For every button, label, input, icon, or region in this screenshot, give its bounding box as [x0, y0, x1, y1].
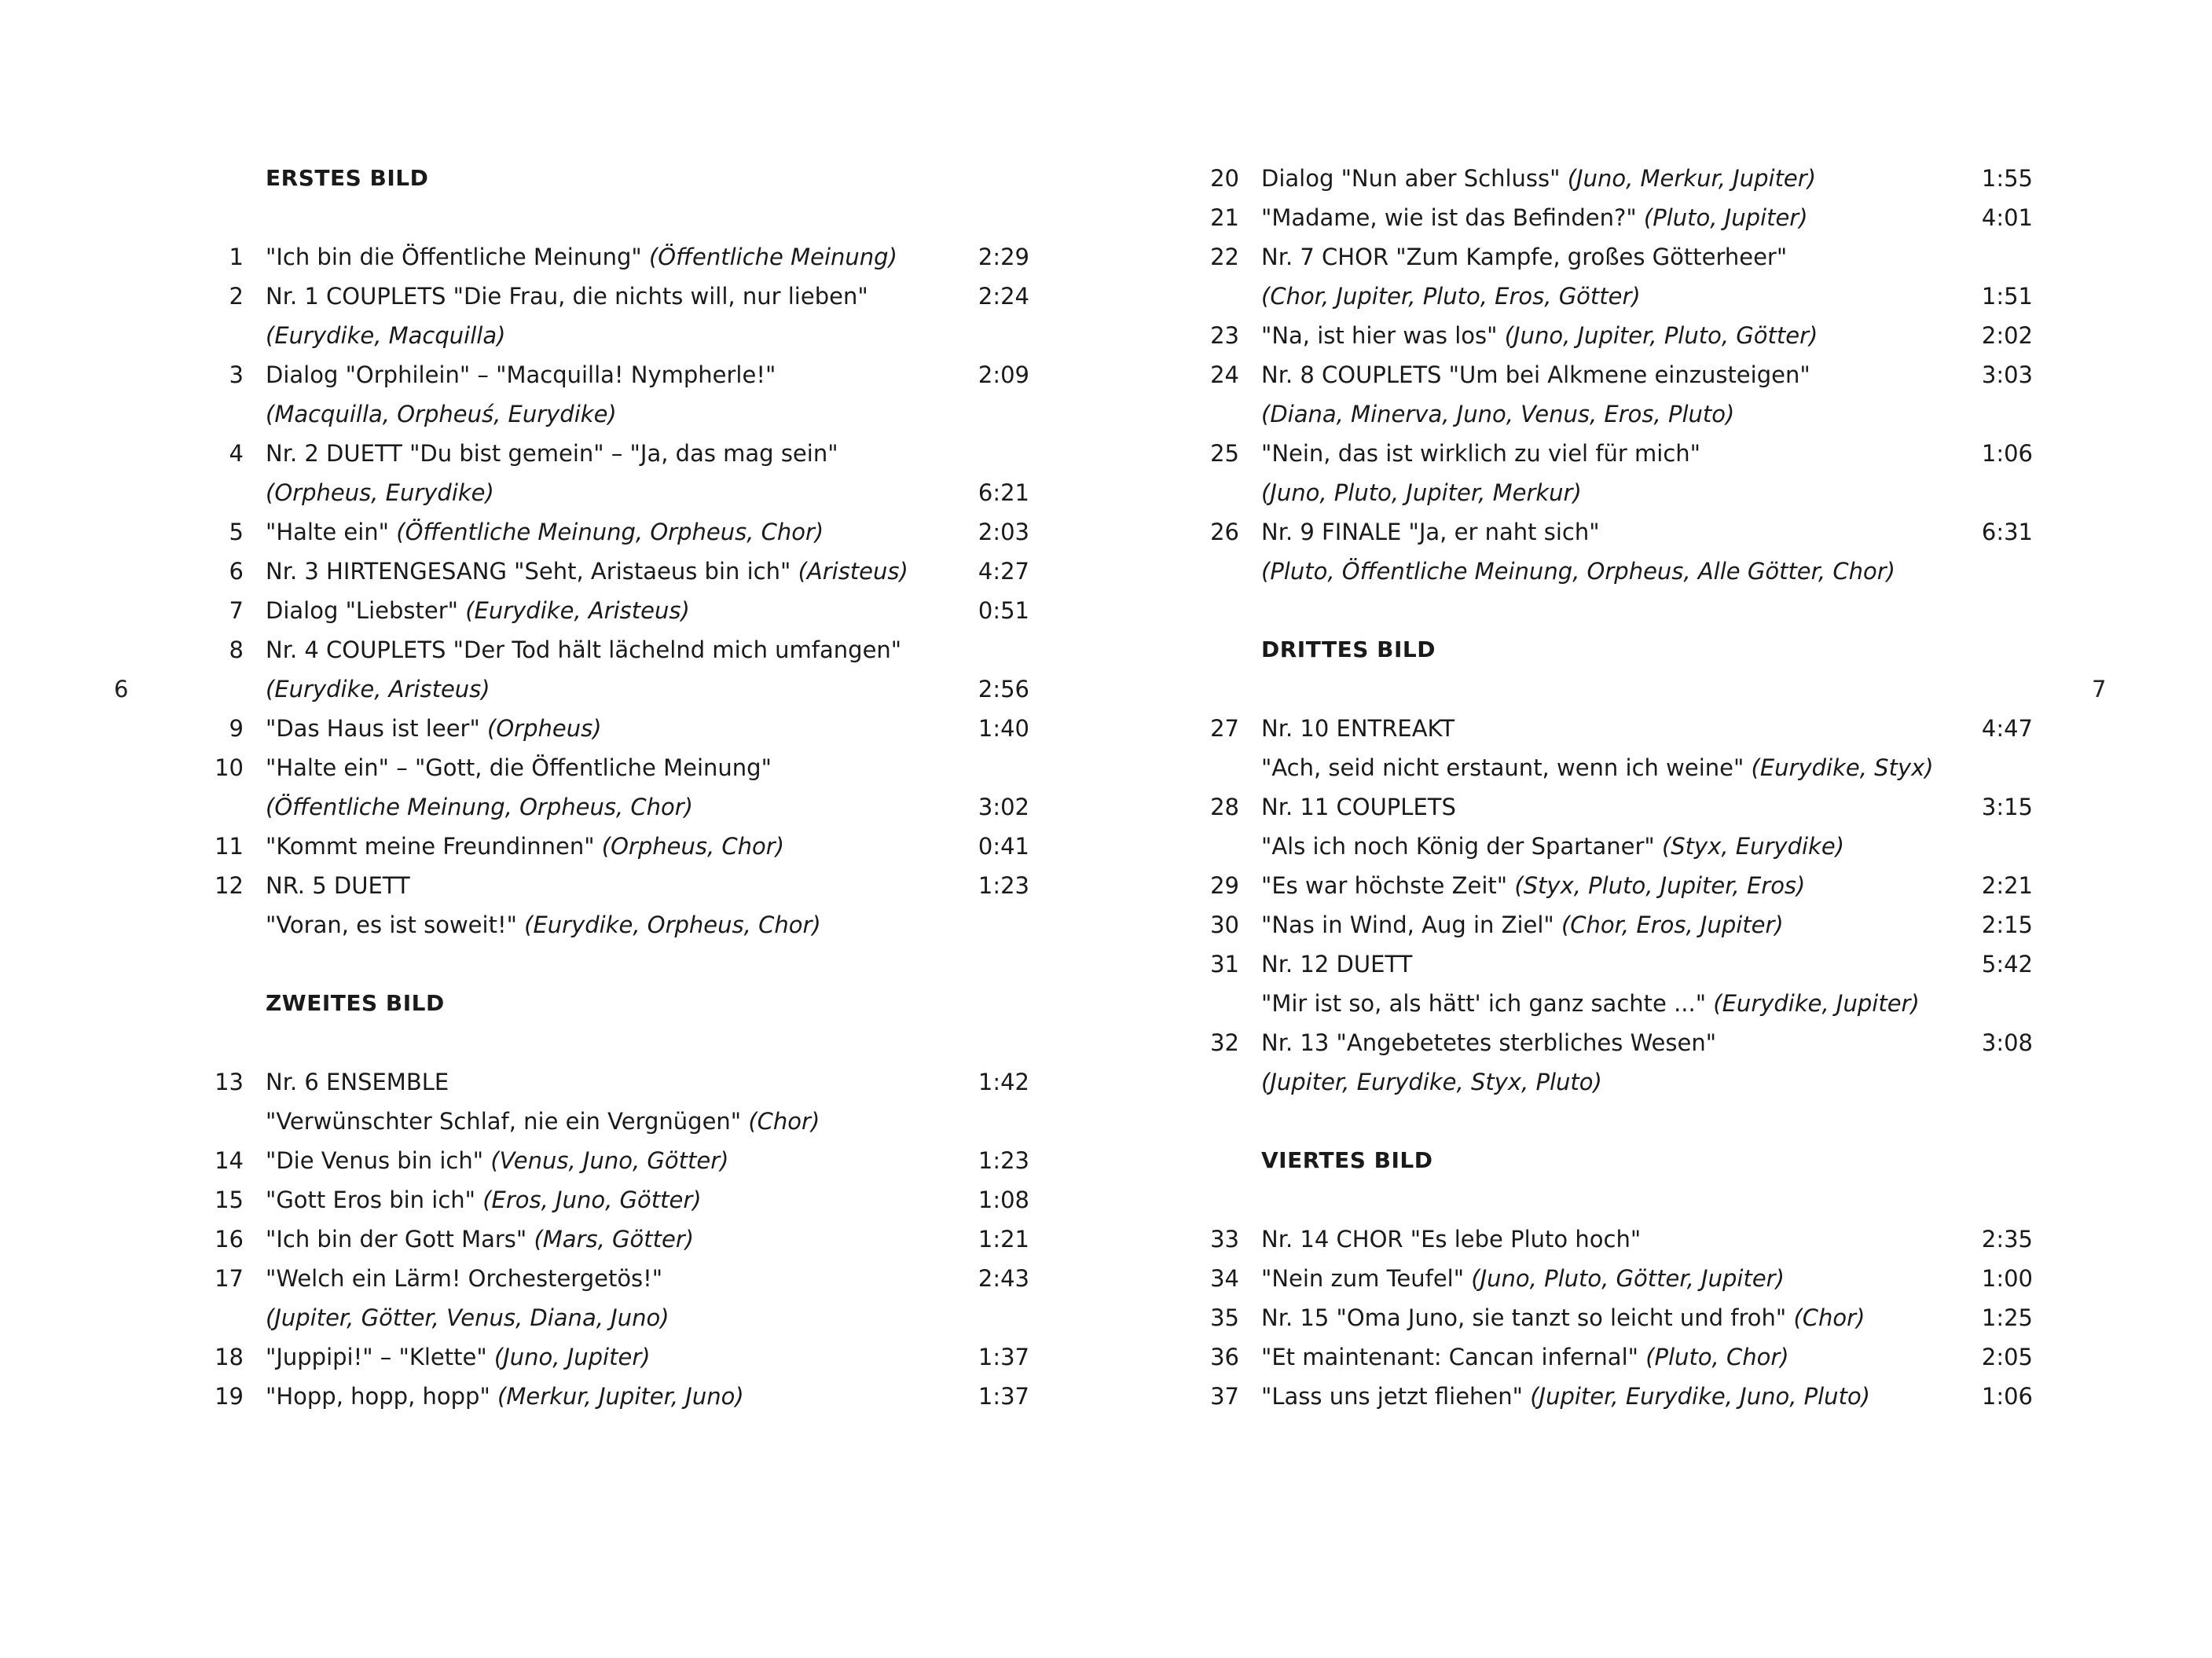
track-title: [266, 1141, 728, 1180]
track-duration: 2:02: [1981, 322, 2033, 349]
track-row: [204, 1062, 1029, 1102]
track-title: [1261, 552, 1895, 591]
track-text: Nr. 15 "Oma Juno, sie tanzt so leicht und froh": [1261, 1304, 1794, 1331]
track-title: [1261, 198, 1808, 237]
track-number: 28: [1210, 794, 1239, 820]
track-text: "Madame, wie ist das Befinden?": [1261, 204, 1644, 231]
track-title: [266, 866, 410, 905]
track-roles: (Eurydike, Jupiter): [1713, 990, 1920, 1017]
track-duration: 1:06: [1981, 1383, 2033, 1410]
track-row: [1200, 159, 2033, 198]
track-row: [204, 1180, 1029, 1220]
track-duration: 1:23: [978, 872, 1029, 899]
track-title: [266, 748, 772, 787]
track-row: [204, 1141, 1029, 1180]
track-title: [1261, 394, 1734, 434]
section-spacer: [1200, 1102, 2033, 1141]
track-duration: 2:05: [1981, 1344, 2033, 1370]
track-title: [266, 1259, 662, 1298]
track-text: "Lass uns jetzt fliehen": [1261, 1383, 1531, 1410]
track-text: "Juppipi!" – "Klette": [266, 1344, 494, 1370]
track-row: [204, 591, 1029, 630]
track-text: "Gott Eros bin ich": [266, 1187, 483, 1213]
track-row: [204, 277, 1029, 316]
track-duration: 1:08: [978, 1187, 1029, 1213]
track-number: 15: [215, 1187, 244, 1213]
track-text: Dialog "Orphilein" – "Macquilla! Nympherle!": [266, 361, 776, 388]
track-roles: (Merkur, Jupiter, Juno): [497, 1383, 744, 1410]
track-title: [1261, 748, 1934, 787]
track-title: [266, 709, 602, 748]
track-text: "Die Venus bin ich": [266, 1147, 491, 1174]
track-number: 10: [215, 754, 244, 781]
track-duration: 1:55: [1981, 165, 2033, 192]
track-title: [266, 434, 838, 473]
track-roles: (Eros, Juno, Götter): [482, 1187, 702, 1213]
track-row: [1200, 1023, 2033, 1062]
track-roles: (Orpheus): [487, 715, 602, 742]
track-row: [204, 552, 1029, 591]
track-row: [204, 394, 1029, 434]
track-number: 18: [215, 1344, 244, 1370]
track-number: 16: [215, 1226, 244, 1253]
track-title: [1261, 905, 1784, 945]
track-title: [1261, 787, 1456, 827]
track-duration: 2:24: [978, 283, 1029, 310]
track-title: [1261, 1337, 1789, 1377]
page-number: 6: [114, 676, 129, 702]
track-roles: (Juno, Pluto, Jupiter, Merkur): [1261, 479, 1582, 506]
track-roles: (Jupiter, Eurydike, Juno, Pluto): [1530, 1383, 1870, 1410]
track-duration: 2:21: [1981, 872, 2033, 899]
track-number: 20: [1210, 165, 1239, 192]
track-roles: (Öffentliche Meinung): [648, 244, 897, 270]
track-title: [266, 1337, 651, 1377]
track-title: [266, 905, 821, 945]
track-list: [1200, 1220, 2033, 1416]
track-number: 9: [229, 715, 244, 742]
track-row: [1200, 237, 2033, 277]
track-title: [266, 277, 868, 316]
section-heading: VIERTES BILD: [1261, 1147, 1433, 1173]
track-text: "Voran, es ist soweit!": [266, 912, 525, 938]
track-roles: (Pluto, Öffentliche Meinung, Orpheus, Alle Götter, Chor): [1261, 558, 1895, 585]
track-number: 17: [215, 1265, 244, 1292]
track-title: [266, 473, 494, 512]
track-title: [266, 1298, 669, 1337]
track-number: 3: [229, 361, 244, 388]
track-text: "Ich bin der Gott Mars": [266, 1226, 534, 1253]
track-row: [204, 905, 1029, 945]
track-number: 21: [1210, 204, 1239, 231]
track-number: 12: [215, 872, 244, 899]
track-number: 6: [229, 558, 244, 585]
track-text: "Nas in Wind, Aug in Ziel": [1261, 912, 1561, 938]
track-roles: (Orpheus, Chor): [601, 833, 785, 860]
track-text: "Ach, seid nicht erstaunt, wenn ich weine": [1261, 754, 1752, 781]
right-page: [1106, 0, 2212, 1658]
track-row: [1200, 394, 2033, 434]
track-text: "Halte ein": [266, 519, 397, 545]
track-row: [1200, 277, 2033, 316]
track-title: [1261, 945, 1412, 984]
track-text: Nr. 8 COUPLETS "Um bei Alkmene einzusteigen": [1261, 361, 1810, 388]
track-number: 22: [1210, 244, 1239, 270]
track-text: Dialog "Nun aber Schluss": [1261, 165, 1568, 192]
track-row: [1200, 1062, 2033, 1102]
track-number: 13: [215, 1069, 244, 1095]
track-roles: (Aristeus): [798, 558, 908, 585]
track-title: [266, 512, 824, 552]
track-roles: (Macquilla, Orpheuś, Eurydike): [266, 401, 617, 427]
track-title: [1261, 1377, 1870, 1416]
track-title: [1261, 316, 1818, 355]
track-number: 11: [215, 833, 244, 860]
track-number: 30: [1210, 912, 1239, 938]
track-row: [204, 316, 1029, 355]
track-number: 27: [1210, 715, 1239, 742]
track-title: [1261, 237, 1787, 277]
track-roles: (Juno, Jupiter): [493, 1344, 651, 1370]
track-title: [1261, 866, 1805, 905]
track-text: Nr. 14 CHOR "Es lebe Pluto hoch": [1261, 1226, 1642, 1253]
track-duration: 6:21: [978, 479, 1029, 506]
track-number: 31: [1210, 951, 1239, 978]
track-duration: 1:37: [978, 1344, 1029, 1370]
track-row: [1200, 709, 2033, 748]
track-row: [1200, 473, 2033, 512]
track-duration: 1:51: [1981, 283, 2033, 310]
track-text: "Kommt meine Freundinnen": [266, 833, 602, 860]
track-row: [1200, 945, 2033, 984]
track-title: [1261, 473, 1582, 512]
track-title: [1261, 1298, 1865, 1337]
track-row: [204, 1220, 1029, 1259]
track-duration: 2:56: [978, 676, 1029, 702]
track-row: [204, 434, 1029, 473]
track-title: [266, 355, 776, 394]
track-row: [204, 630, 1029, 669]
track-row: [204, 1337, 1029, 1377]
track-row: [204, 237, 1029, 277]
track-roles: (Diana, Minerva, Juno, Venus, Eros, Pluto): [1261, 401, 1735, 427]
track-roles: (Venus, Juno, Götter): [490, 1147, 729, 1174]
track-roles: (Pluto, Jupiter): [1643, 204, 1808, 231]
track-roles: (Styx, Eurydike): [1661, 833, 1845, 860]
track-row: [204, 1298, 1029, 1337]
track-title: [1261, 277, 1641, 316]
track-text: NR. 5 DUETT: [266, 872, 410, 899]
track-text: Nr. 4 COUPLETS "Der Tod hält lächelnd mich umfangen": [266, 636, 902, 663]
track-text: "Das Haus ist leer": [266, 715, 488, 742]
track-number: 19: [215, 1383, 244, 1410]
track-number: 23: [1210, 322, 1239, 349]
track-title: [266, 552, 908, 591]
track-row: [1200, 512, 2033, 552]
track-duration: 1:21: [978, 1226, 1029, 1253]
track-text: "Na, ist hier was los": [1261, 322, 1505, 349]
track-roles: (Öffentliche Meinung, Orpheus, Chor): [266, 794, 693, 820]
track-roles: (Juno, Pluto, Götter, Jupiter): [1471, 1265, 1785, 1292]
track-row: [1200, 1377, 2033, 1416]
track-row: [1200, 866, 2033, 905]
track-duration: 2:29: [978, 244, 1029, 270]
track-title: [1261, 984, 1920, 1023]
track-row: [204, 669, 1029, 709]
track-row: [204, 512, 1029, 552]
track-text: "Nein, das ist wirklich zu viel für mich": [1261, 440, 1701, 467]
track-title: [1261, 355, 1810, 394]
track-text: "Verwünschter Schlaf, nie ein Vergnügen": [266, 1108, 749, 1135]
track-text: "Welch ein Lärm! Orchestergetös!": [266, 1265, 663, 1292]
track-duration: 4:47: [1981, 715, 2033, 742]
track-row: [1200, 787, 2033, 827]
track-number: 25: [1210, 440, 1239, 467]
track-title: [1261, 512, 1600, 552]
track-row: [1200, 827, 2033, 866]
track-list: [204, 1062, 1029, 1416]
track-title: [266, 591, 690, 630]
track-row: [1200, 552, 2033, 591]
track-row: [1200, 1337, 2033, 1377]
track-duration: 1:40: [978, 715, 1029, 742]
track-row: [1200, 984, 2033, 1023]
track-duration: 1:00: [1981, 1265, 2033, 1292]
track-row: [1200, 316, 2033, 355]
track-title: [1261, 1023, 1716, 1062]
track-title: [1261, 1259, 1785, 1298]
track-duration: 2:43: [978, 1265, 1029, 1292]
track-number: 24: [1210, 361, 1239, 388]
track-text: "Es war höchste Zeit": [1261, 872, 1515, 899]
track-roles: (Öffentliche Meinung, Orpheus, Chor): [396, 519, 824, 545]
track-duration: 3:03: [1981, 361, 2033, 388]
track-text: Nr. 9 FINALE "Ja, er naht sich": [1261, 519, 1600, 545]
track-text: "Nein zum Teufel": [1261, 1265, 1472, 1292]
track-duration: 6:31: [1981, 519, 2033, 545]
track-list: [1200, 159, 2033, 591]
track-list: [204, 237, 1029, 945]
track-number: 14: [215, 1147, 244, 1174]
track-text: "Ich bin die Öffentliche Meinung": [266, 244, 649, 270]
track-text: Nr. 7 CHOR "Zum Kampfe, großes Götterheer": [1261, 244, 1788, 270]
track-row: [204, 787, 1029, 827]
track-duration: 1:23: [978, 1147, 1029, 1174]
track-column: [1200, 159, 2033, 1416]
track-row: [204, 355, 1029, 394]
track-roles: (Chor, Jupiter, Pluto, Eros, Götter): [1261, 283, 1641, 310]
track-duration: 2:35: [1981, 1226, 2033, 1253]
track-duration: 4:01: [1981, 204, 2033, 231]
track-title: [266, 316, 505, 355]
track-row: [1200, 355, 2033, 394]
track-text: Nr. 10 ENTREAKT: [1261, 715, 1455, 742]
track-title: [266, 1377, 744, 1416]
track-row: [1200, 198, 2033, 237]
track-roles: (Juno, Merkur, Jupiter): [1567, 165, 1817, 192]
track-title: [1261, 709, 1454, 748]
track-text: "Hopp, hopp, hopp": [266, 1383, 498, 1410]
track-duration: 1:37: [978, 1383, 1029, 1410]
track-duration: 4:27: [978, 558, 1029, 585]
track-duration: 2:15: [1981, 912, 2033, 938]
track-row: [204, 748, 1029, 787]
track-text: Nr. 13 "Angebetetes sterbliches Wesen": [1261, 1029, 1717, 1056]
track-title: [266, 1062, 449, 1102]
track-duration: 3:08: [1981, 1029, 2033, 1056]
section-spacer: [204, 945, 1029, 984]
track-row: [204, 473, 1029, 512]
track-row: [204, 827, 1029, 866]
track-title: [266, 669, 490, 709]
track-number: 37: [1210, 1383, 1239, 1410]
track-text: "Mir ist so, als hätt' ich ganz sachte ...": [1261, 990, 1714, 1017]
track-text: Dialog "Liebster": [266, 597, 466, 624]
track-number: 26: [1210, 519, 1239, 545]
track-duration: 1:06: [1981, 440, 2033, 467]
track-number: 8: [229, 636, 244, 663]
track-number: 36: [1210, 1344, 1239, 1370]
track-row: [1200, 905, 2033, 945]
track-title: [266, 1102, 820, 1141]
track-duration: 2:03: [978, 519, 1029, 545]
track-text: "Halte ein" – "Gott, die Öffentliche Meinung": [266, 754, 772, 781]
track-title: [1261, 1062, 1602, 1102]
track-duration: 5:42: [1981, 951, 2033, 978]
track-duration: 1:25: [1981, 1304, 2033, 1331]
track-text: "Als ich noch König der Spartaner": [1261, 833, 1662, 860]
track-title: [1261, 1220, 1641, 1259]
track-roles: (Eurydike, Orpheus, Chor): [524, 912, 821, 938]
track-row: [1200, 1220, 2033, 1259]
track-title: [266, 827, 784, 866]
track-roles: (Chor): [1793, 1304, 1865, 1331]
track-row: [204, 1102, 1029, 1141]
track-text: Nr. 6 ENSEMBLE: [266, 1069, 449, 1095]
section-spacer: [1200, 591, 2033, 630]
track-title: [1261, 434, 1700, 473]
track-roles: (Jupiter, Eurydike, Styx, Pluto): [1261, 1069, 1602, 1095]
track-roles: (Chor): [748, 1108, 820, 1135]
track-title: [266, 237, 897, 277]
track-roles: (Mars, Götter): [534, 1226, 695, 1253]
track-title: [266, 1220, 694, 1259]
track-number: 35: [1210, 1304, 1239, 1331]
track-row: [204, 866, 1029, 905]
track-text: Nr. 2 DUETT "Du bist gemein" – "Ja, das mag sein": [266, 440, 838, 467]
track-text: Nr. 12 DUETT: [1261, 951, 1413, 978]
track-number: 33: [1210, 1226, 1239, 1253]
track-number: 5: [229, 519, 244, 545]
track-roles: (Eurydike, Macquilla): [266, 322, 506, 349]
track-title: [1261, 827, 1844, 866]
track-roles: (Orpheus, Eurydike): [266, 479, 494, 506]
track-text: Nr. 3 HIRTENGESANG "Seht, Aristaeus bin ich": [266, 558, 798, 585]
section-heading: DRITTES BILD: [1261, 636, 1436, 662]
track-title: [266, 630, 901, 669]
track-row: [1200, 1298, 2033, 1337]
track-number: 34: [1210, 1265, 1239, 1292]
track-text: "Et maintenant: Cancan infernal": [1261, 1344, 1646, 1370]
track-number: 7: [229, 597, 244, 624]
track-roles: (Jupiter, Götter, Venus, Diana, Juno): [266, 1304, 669, 1331]
track-list: [1200, 709, 2033, 1102]
track-text: Nr. 1 COUPLETS "Die Frau, die nichts will, nur lieben": [266, 283, 868, 310]
section-heading: ZWEITES BILD: [266, 990, 445, 1016]
track-number: 29: [1210, 872, 1239, 899]
track-roles: (Eurydike, Styx): [1751, 754, 1934, 781]
track-roles: (Styx, Pluto, Jupiter, Eros): [1514, 872, 1806, 899]
track-row: [204, 1259, 1029, 1298]
track-roles: (Chor, Eros, Jupiter): [1561, 912, 1784, 938]
track-duration: 2:09: [978, 361, 1029, 388]
track-title: [266, 787, 693, 827]
track-number: 4: [229, 440, 244, 467]
track-number: 32: [1210, 1029, 1239, 1056]
track-roles: (Eurydike, Aristeus): [266, 676, 490, 702]
track-roles: (Juno, Jupiter, Pluto, Götter): [1504, 322, 1818, 349]
track-column: [204, 159, 1029, 1416]
track-row: [1200, 434, 2033, 473]
track-row: [1200, 748, 2033, 787]
track-roles: (Pluto, Chor): [1645, 1344, 1789, 1370]
track-title: [1261, 159, 1816, 198]
track-duration: 3:02: [978, 794, 1029, 820]
track-row: [204, 1377, 1029, 1416]
track-number: 1: [229, 244, 244, 270]
track-row: [1200, 1259, 2033, 1298]
track-row: [204, 709, 1029, 748]
track-title: [266, 394, 617, 434]
track-duration: 0:51: [978, 597, 1029, 624]
track-roles: (Eurydike, Aristeus): [465, 597, 690, 624]
track-number: 2: [229, 283, 244, 310]
track-text: Nr. 11 COUPLETS: [1261, 794, 1456, 820]
track-duration: 3:15: [1981, 794, 2033, 820]
section-heading: ERSTES BILD: [266, 165, 429, 191]
page-number: 7: [2092, 676, 2107, 702]
track-duration: 0:41: [978, 833, 1029, 860]
track-title: [266, 1180, 702, 1220]
track-duration: 1:42: [978, 1069, 1029, 1095]
